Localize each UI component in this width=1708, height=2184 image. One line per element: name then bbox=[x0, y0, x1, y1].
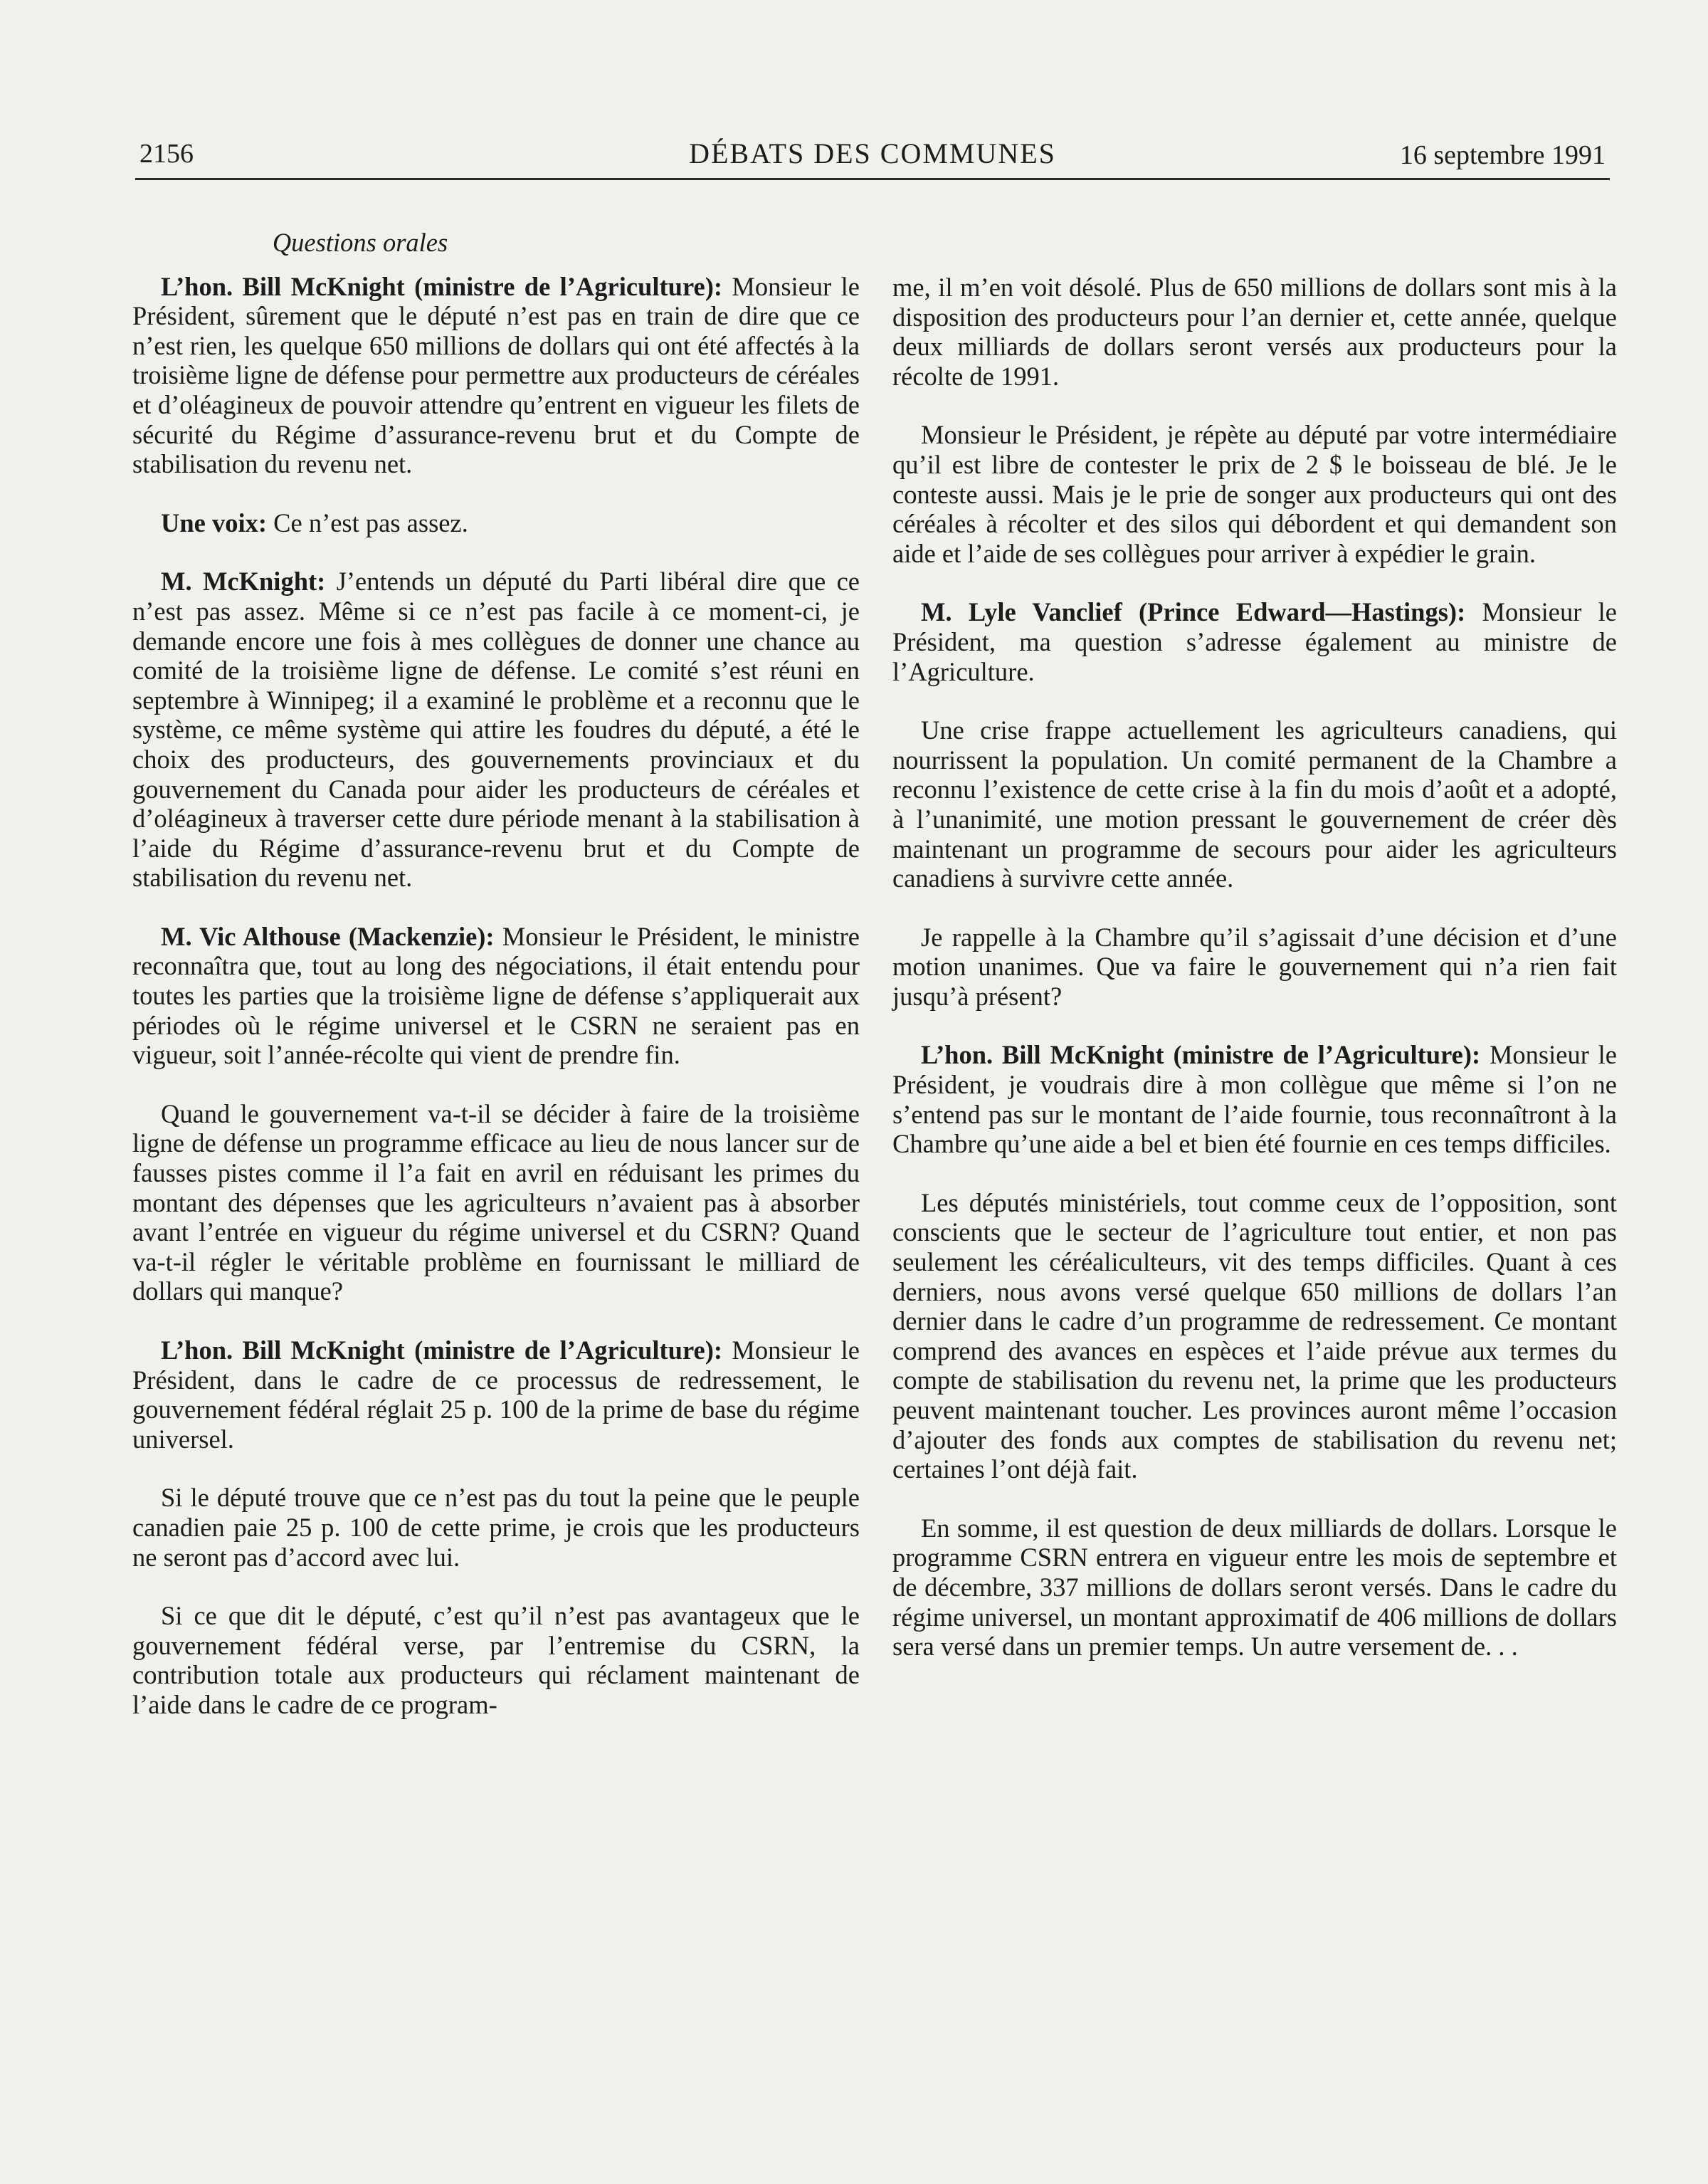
speaker-name: L’hon. Bill McKnight (ministre de l’Agriculture): bbox=[921, 1040, 1481, 1070]
paragraph-text: Monsieur le Président, sûrement que le député n’est pas en train de dire que ce n’est rien, les quelque 650 millions de dollars qui ont été affectés à la troisième ligne de défense pour permettre aux producteurs de céréales et d’oléagineux de pouvoir attendre qu’entrent en vigueur les filets de sécurité du Régime d’assurance-revenu brut et du Compte de stabilisation du revenu net. bbox=[132, 271, 860, 479]
paragraph bbox=[132, 567, 860, 893]
right-column bbox=[892, 273, 1617, 1691]
paragraph-text: J’entends un député du Parti libéral dire que ce n’est pas assez. Même si ce n’est pas facile à ce moment-ci, je demande encore une fois à mes collègues de donner une chance au comité de la troisième ligne de défense. Le comité s’est réuni en septembre à Winnipeg; il a examiné le problème et a reconnu que le système, ce même système qui attire les foudres du député, a été le choix des producteurs, des gouvernements provinciaux et du gouvernement du Canada pour aider les producteurs de céréales et d’oléagineux à traverser cette dure période menant à la stabilisation à l’aide du Régime d’assurance-revenu brut et du Compte de stabilisation du revenu net. bbox=[132, 567, 860, 893]
paragraph-text: Si le député trouve que ce n’est pas du tout la peine que le peuple canadien paie 25 p. 100 de cette prime, je crois que les producteurs ne seront pas d’accord avec lui. bbox=[132, 1483, 860, 1572]
paragraph-text: Une crise frappe actuellement les agriculteurs canadiens, qui nourrissent la population. Un comité permanent de la Chambre a reconnu l’existence de cette crise à la fin du mois d’août et a adopté, à l’unanimité, une motion pressant le gouvernement de créer dès maintenant un programme de secours pour aider les agriculteurs canadiens à survivre cette année. bbox=[892, 715, 1617, 893]
paragraph bbox=[892, 923, 1617, 1012]
speaker-name: L’hon. Bill McKnight (ministre de l’Agriculture): bbox=[161, 271, 723, 301]
paragraph bbox=[132, 922, 860, 1070]
paragraph bbox=[892, 1513, 1617, 1661]
paragraph bbox=[892, 420, 1617, 568]
paragraph-text: Ce n’est pas assez. bbox=[267, 508, 468, 537]
paragraph-text: Monsieur le Président, ma question s’adresse également au ministre de l’Agriculture. bbox=[892, 597, 1618, 686]
paragraph-text: Monsieur le Président, je répète au député par votre intermédiaire qu’il est libre de contester le prix de 2 $ le boisseau de blé. Je le conteste aussi. Mais je le prie de songer aux producteurs qui ont des céréales à récolter et des silos qui débordent et qui demandent son aide et l’aide de ses collègues pour arriver à expédier le grain. bbox=[892, 420, 1617, 568]
paragraph bbox=[132, 1335, 860, 1454]
paragraph bbox=[892, 1188, 1617, 1484]
paragraph bbox=[892, 597, 1617, 686]
paragraph-text: Quand le gouvernement va-t-il se décider à faire de la troisième ligne de défense un programme efficace au lieu de nous lancer sur de fausses pistes comme il l’a fait en avril en réduisant les primes du montant des dépenses que les agriculteurs n’avaient pas à absorber avant l’entrée en vigueur du régime universel et du CSRN? Quand va-t-il régler le véritable problème en fournissant le milliard de dollars qui manque? bbox=[132, 1098, 860, 1306]
paragraph bbox=[132, 1601, 860, 1719]
paragraph-text: Monsieur le Président, dans le cadre de ce processus de redressement, le gouvernement fédéral réglait 25 p. 100 de la prime de base du régime universel. bbox=[132, 1335, 860, 1454]
publication-date: 16 septembre 1991 bbox=[1399, 140, 1606, 170]
paragraph bbox=[132, 1099, 860, 1306]
section-title: Questions orales bbox=[272, 228, 448, 257]
paragraph bbox=[132, 272, 860, 479]
left-column bbox=[132, 228, 860, 1749]
paragraph-text: Monsieur le Président, je voudrais dire à mon collègue que même si l’on ne s’entend pas sur le montant de l’aide fournie, tous reconnaîtront à la Chambre qu’une aide a bel et bien été fournie en ces temps difficiles. bbox=[892, 1040, 1617, 1159]
speaker-name: L’hon. Bill McKnight (ministre de l’Agriculture): bbox=[161, 1335, 723, 1365]
paragraph bbox=[132, 1483, 860, 1572]
page-number: 2156 bbox=[139, 139, 194, 169]
speaker-name: M. Vic Althouse (Mackenzie): bbox=[161, 921, 495, 951]
paragraph-text: me, il m’en voit désolé. Plus de 650 millions de dollars sont mis à la disposition des producteurs pour l’an dernier et, cette année, quelque deux milliards de dollars seront versés aux producteurs pour la récolte de 1991. bbox=[892, 273, 1617, 391]
paragraph-text: Je rappelle à la Chambre qu’il s’agissait d’une décision et d’une motion unanimes. Que va faire le gouvernement qui n’a rien fait jusqu’à présent? bbox=[892, 922, 1617, 1011]
paragraph bbox=[892, 273, 1617, 391]
paragraph bbox=[892, 1040, 1617, 1158]
paragraph-text: Monsieur le Président, le ministre reconnaîtra que, tout au long des négociations, il était entendu pour toutes les parties que la troisième ligne de défense s’appliquerait aux périodes où le régime universel et le CSRN ne seraient pas en vigueur, soit l’année-récolte qui vient de prendre fin. bbox=[132, 921, 860, 1070]
paragraph bbox=[892, 715, 1617, 893]
paragraph-text: En somme, il est question de deux milliards de dollars. Lorsque le programme CSRN entrera en vigueur entre les mois de septembre et de décembre, 337 millions de dollars seront versés. Dans le cadre du régime universel, un montant approximatif de 406 millions de dollars sera versé dans un premier temps. Un autre versement de. . . bbox=[892, 1513, 1617, 1661]
publication-title: DÉBATS DES COMMUNES bbox=[689, 137, 1056, 169]
speaker-name: Une voix: bbox=[161, 508, 268, 537]
paragraph bbox=[132, 508, 860, 538]
page-header bbox=[135, 134, 1610, 180]
speaker-name: M. McKnight: bbox=[161, 567, 326, 597]
speaker-name: M. Lyle Vanclief (Prince Edward—Hastings): bbox=[921, 597, 1466, 627]
paragraph-text: Si ce que dit le député, c’est qu’il n’est pas avantageux que le gouvernement fédéral verse, par l’entremise du CSRN, la contribution totale aux producteurs qui réclament maintenant de l’aide dans le cadre de ce program- bbox=[132, 1601, 860, 1719]
paragraph-text: Les députés ministériels, tout comme ceux de l’opposition, sont conscients que le secteur de l’agriculture tout entier, et non pas seulement les céréaliculteurs, vit des temps difficiles. Quant à ces derniers, nous avons versé quelque 650 millions de dollars l’an dernier dans le cadre d’un programme de redressement. Ce montant comprend des avances en espèces et l’aide prévue aux termes du compte de stabilisation du revenu net, la prime que les producteurs peuvent maintenant toucher. Les provinces auront même l’occasion d’ajouter des fonds aux comptes de stabilisation du revenu net; certaines l’ont déjà fait. bbox=[892, 1187, 1617, 1484]
